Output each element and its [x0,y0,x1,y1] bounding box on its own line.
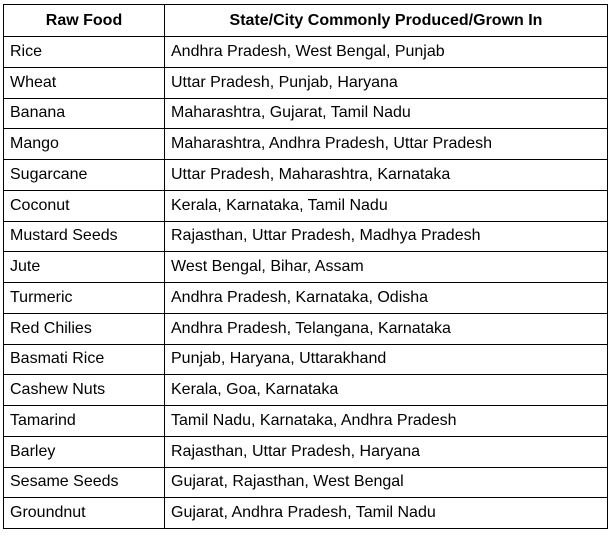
table-row [4,313,608,344]
table-row [4,344,608,375]
state-cell: Maharashtra, Gujarat, Tamil Nadu [165,98,608,129]
raw-food-cell: Jute [4,252,165,283]
state-cell: Uttar Pradesh, Maharashtra, Karnataka [165,160,608,191]
raw-food-cell: Cashew Nuts [4,375,165,406]
table-row [4,160,608,191]
state-cell: Kerala, Karnataka, Tamil Nadu [165,190,608,221]
state-cell: Tamil Nadu, Karnataka, Andhra Pradesh [165,406,608,437]
raw-food-cell: Mango [4,129,165,160]
raw-food-cell: Sesame Seeds [4,467,165,498]
header-row [4,5,608,37]
state-cell: Kerala, Goa, Karnataka [165,375,608,406]
state-cell: Maharashtra, Andhra Pradesh, Uttar Pradesh [165,129,608,160]
raw-food-cell: Barley [4,436,165,467]
table-row [4,129,608,160]
state-cell: Punjab, Haryana, Uttarakhand [165,344,608,375]
state-cell: Gujarat, Rajasthan, West Bengal [165,467,608,498]
raw-food-cell: Rice [4,37,165,68]
table-row [4,190,608,221]
food-production-table [3,4,608,529]
state-cell: Uttar Pradesh, Punjab, Haryana [165,67,608,98]
state-cell: West Bengal, Bihar, Assam [165,252,608,283]
table-row [4,436,608,467]
raw-food-cell: Coconut [4,190,165,221]
state-cell: Andhra Pradesh, Telangana, Karnataka [165,313,608,344]
state-cell: Andhra Pradesh, Karnataka, Odisha [165,283,608,314]
table-row [4,283,608,314]
state-cell: Rajasthan, Uttar Pradesh, Madhya Pradesh [165,221,608,252]
raw-food-cell: Banana [4,98,165,129]
table-body [4,37,608,529]
raw-food-cell: Wheat [4,67,165,98]
table-row [4,67,608,98]
table-row [4,467,608,498]
raw-food-cell: Groundnut [4,498,165,529]
raw-food-cell: Tamarind [4,406,165,437]
state-cell: Rajasthan, Uttar Pradesh, Haryana [165,436,608,467]
raw-food-cell: Mustard Seeds [4,221,165,252]
header-raw-food: Raw Food [4,5,165,37]
table-row [4,37,608,68]
table-row [4,498,608,529]
header-state-city: State/City Commonly Produced/Grown In [165,5,608,37]
table-row [4,98,608,129]
raw-food-cell: Basmati Rice [4,344,165,375]
table-row [4,252,608,283]
raw-food-cell: Red Chilies [4,313,165,344]
raw-food-cell: Turmeric [4,283,165,314]
table-row [4,406,608,437]
raw-food-cell: Sugarcane [4,160,165,191]
table-row [4,221,608,252]
table-header [4,5,608,37]
state-cell: Gujarat, Andhra Pradesh, Tamil Nadu [165,498,608,529]
state-cell: Andhra Pradesh, West Bengal, Punjab [165,37,608,68]
table-row [4,375,608,406]
